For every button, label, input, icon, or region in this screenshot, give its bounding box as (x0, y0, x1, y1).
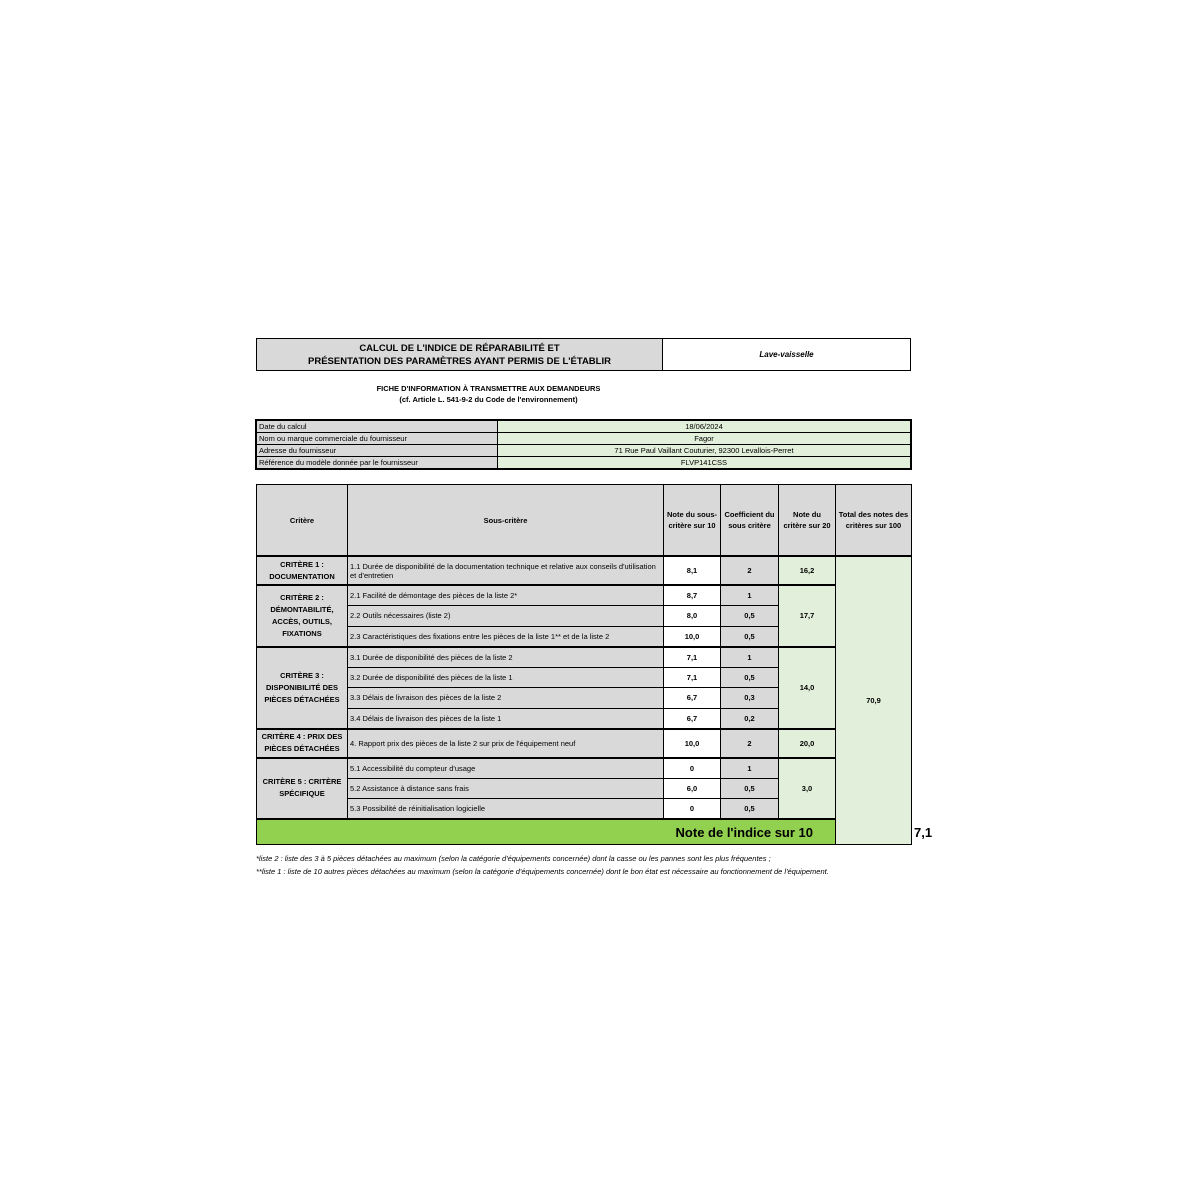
sub-criterion: 4. Rapport prix des pièces de la liste 2 sur prix de l'équipement neuf (348, 729, 664, 758)
sub-coef: 1 (721, 585, 779, 606)
table-row (257, 729, 912, 758)
sub-note: 6,0 (664, 778, 721, 799)
info-row-reference (257, 457, 911, 469)
fiche-line-1: FICHE D'INFORMATION À TRANSMETTRE AUX DEMANDEURS (376, 384, 601, 393)
sub-note: 6,7 (664, 708, 721, 729)
sub-note: 8,0 (664, 606, 721, 627)
header-note-sous: Note du sous-critère sur 10 (664, 485, 721, 557)
sub-coef: 1 (721, 758, 779, 779)
sub-coef: 0,5 (721, 799, 779, 820)
footnote-liste-1: **liste 1 : liste de 10 autres pièces détachées au maximum (selon la catégorie d'équipements concernée) dont le bon état est nécessaire au fonctionnement de l'équipement. (256, 866, 829, 876)
sub-note: 0 (664, 758, 721, 779)
info-label: Adresse du fournisseur (257, 445, 498, 457)
sub-criterion: 3.3 Délais de livraison des pièces de la liste 2 (348, 688, 664, 709)
sub-note: 6,7 (664, 688, 721, 709)
table-row (257, 556, 912, 585)
sub-coef: 0,5 (721, 667, 779, 688)
info-value: Fagor (498, 433, 911, 445)
info-row-brand (257, 433, 911, 445)
sub-criterion: 2.2 Outils nécessaires (liste 2) (348, 606, 664, 627)
info-value: 71 Rue Paul Vaillant Couturier, 92300 Levallois-Perret (498, 445, 911, 457)
sub-criterion: 5.3 Possibilité de réinitialisation logicielle (348, 799, 664, 820)
criterion-note: 3,0 (779, 758, 836, 820)
sub-criterion: 5.2 Assistance à distance sans frais (348, 778, 664, 799)
header-coef: Coefficient du sous critère (721, 485, 779, 557)
sub-coef: 0,3 (721, 688, 779, 709)
header (256, 338, 911, 371)
sub-criterion: 3.1 Durée de disponibilité des pièces de la liste 2 (348, 647, 664, 668)
final-score-label: Note de l'indice sur 10 (257, 819, 836, 845)
info-label: Nom ou marque commerciale du fournisseur (257, 433, 498, 445)
title-line-2: PRÉSENTATION DES PARAMÈTRES AYANT PERMIS DE L'ÉTABLIR (308, 355, 611, 367)
product-type: Lave-vaisselle (663, 338, 911, 371)
sub-coef: 0,5 (721, 606, 779, 627)
sub-coef: 1 (721, 647, 779, 668)
criterion-label: CRITÈRE 3 : DISPONIBILITÉ DES PIÈCES DÉTACHÉES (257, 647, 348, 729)
document-title (256, 338, 663, 371)
table-row (257, 758, 912, 779)
sub-note: 10,0 (664, 729, 721, 758)
footnotes (256, 853, 916, 878)
table-row (257, 647, 912, 668)
info-row-date (257, 421, 911, 433)
sub-criterion: 2.1 Facilité de démontage des pièces de la liste 2* (348, 585, 664, 606)
sub-criterion: 2.3 Caractéristiques des fixations entre les pièces de la liste 1** et de la liste 2 (348, 626, 664, 647)
header-total: Total des notes des critères sur 100 (836, 485, 912, 557)
sub-note: 7,1 (664, 667, 721, 688)
info-label: Référence du modèle donnée par le fournisseur (257, 457, 498, 469)
header-note20: Note du critère sur 20 (779, 485, 836, 557)
sub-note: 8,7 (664, 585, 721, 606)
criterion-note: 20,0 (779, 729, 836, 758)
sub-coef: 2 (721, 729, 779, 758)
title-line-1: CALCUL DE L'INDICE DE RÉPARABILITÉ ET (359, 342, 560, 354)
criterion-label: CRITÈRE 4 : PRIX DES PIÈCES DÉTACHÉES (257, 729, 348, 758)
supplier-info-table (256, 420, 911, 469)
sub-criterion: 3.2 Durée de disponibilité des pièces de la liste 1 (348, 667, 664, 688)
sub-criterion: 1.1 Durée de disponibilité de la documentation technique et relative aux conseils d'utilisation et d'entretien (348, 556, 664, 585)
criterion-note: 14,0 (779, 647, 836, 729)
sub-note: 8,1 (664, 556, 721, 585)
header-sous-critere: Sous-critère (348, 485, 664, 557)
info-value: 18/06/2024 (498, 421, 911, 433)
sub-coef: 0,2 (721, 708, 779, 729)
fiche-subtitle (256, 383, 721, 405)
sub-note: 10,0 (664, 626, 721, 647)
total-score: 70,9 (836, 556, 912, 845)
sub-criterion: 3.4 Délais de livraison des pièces de la liste 1 (348, 708, 664, 729)
sub-note: 7,1 (664, 647, 721, 668)
criterion-note: 16,2 (779, 556, 836, 585)
criterion-note: 17,7 (779, 585, 836, 647)
footnote-liste-2: *liste 2 : liste des 3 à 5 pièces détachées au maximum (selon la catégorie d'équipements concernée) dont la casse ou les pannes sont les plus fréquentes ; (256, 854, 771, 863)
final-score-row: Note de l'indice sur 10 7,1 (257, 819, 912, 845)
sub-note: 0 (664, 799, 721, 820)
sub-coef: 2 (721, 556, 779, 585)
header-critere: Critère (257, 485, 348, 557)
info-value: FLVP141CSS (498, 457, 911, 469)
criterion-label: CRITÈRE 1 : DOCUMENTATION (257, 556, 348, 585)
fiche-line-2: (cf. Article L. 541-9-2 du Code de l'environnement) (399, 395, 578, 404)
sub-coef: 0,5 (721, 626, 779, 647)
table-header-row (257, 485, 912, 557)
criterion-label: CRITÈRE 5 : CRITÈRE SPÉCIFIQUE (257, 758, 348, 820)
sub-criterion: 5.1 Accessibilité du compteur d'usage (348, 758, 664, 779)
criterion-label: CRITÈRE 2 : DÉMONTABILITÉ, ACCÈS, OUTILS, FIXATIONS (257, 585, 348, 647)
sub-coef: 0,5 (721, 778, 779, 799)
info-label: Date du calcul (257, 421, 498, 433)
repairability-table (256, 484, 933, 845)
table-row (257, 585, 912, 606)
info-row-address (257, 445, 911, 457)
